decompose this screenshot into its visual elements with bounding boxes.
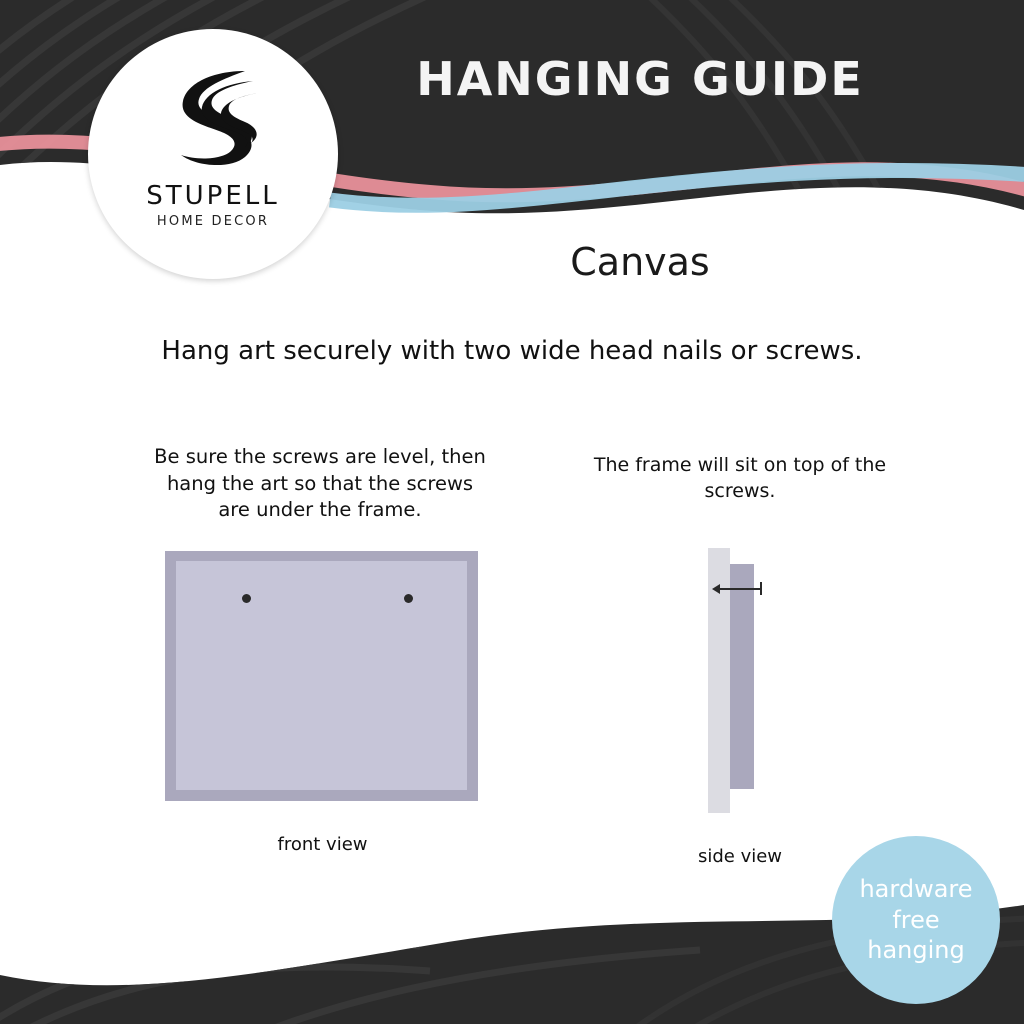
- front-view-label: front view: [277, 834, 368, 855]
- side-view-diagram: [700, 548, 780, 813]
- product-type-heading: Canvas: [570, 240, 710, 284]
- page-title: HANGING GUIDE: [416, 52, 864, 106]
- brand-name: STUPELL: [146, 181, 280, 211]
- screw-dot-left-icon: [242, 594, 251, 603]
- brand-tagline: HOME DECOR: [156, 214, 270, 229]
- front-view-diagram: [165, 551, 478, 801]
- screw-dot-right-icon: [404, 594, 413, 603]
- stupell-swoosh-logo-icon: [153, 57, 273, 177]
- badge-line-2: free: [892, 905, 940, 934]
- side-view-label: side view: [697, 846, 783, 867]
- badge-line-3: hanging: [867, 936, 965, 965]
- nail-tip-icon: [712, 584, 720, 594]
- side-view-caption: The frame will sit on top of the screws.: [593, 454, 887, 503]
- instruction-text: Hang art securely with two wide head nails or screws.: [161, 336, 863, 366]
- front-view-canvas-face: [176, 561, 467, 790]
- brand-logo-badge: [88, 29, 338, 279]
- nail-head-icon: [760, 582, 762, 595]
- hardware-free-hanging-badge: [832, 836, 1000, 1004]
- frame-side-shape: [730, 564, 754, 789]
- badge-line-1: hardware: [859, 874, 973, 903]
- nail-shaft-icon: [714, 588, 762, 590]
- front-view-caption: Be sure the screws are level, then hang the art so that the screws are under the frame.: [154, 445, 486, 522]
